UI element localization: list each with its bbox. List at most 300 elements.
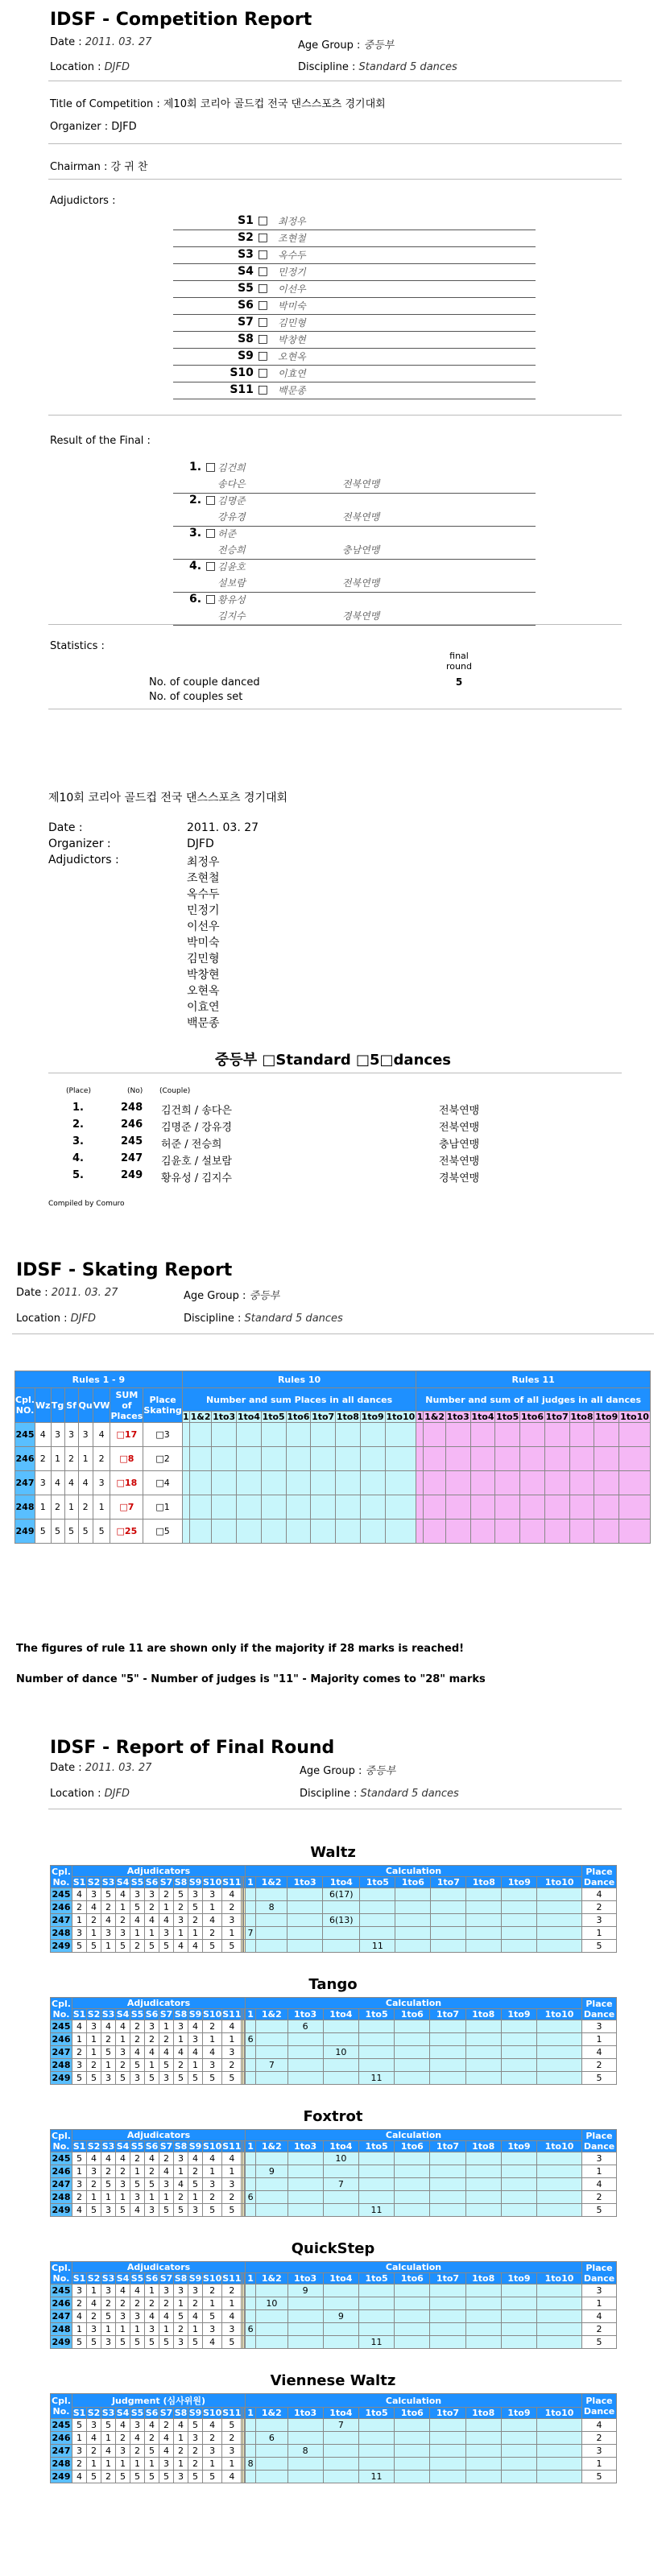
calc-cell	[466, 1914, 502, 1927]
judge-col-header: S4	[116, 2273, 130, 2284]
cpl-no: 247	[15, 1471, 35, 1495]
adjudicator-name: 박미숙	[278, 300, 306, 312]
adjudicator-id: S11 □	[230, 383, 268, 396]
judge-mark: 5	[222, 2419, 242, 2432]
calc-cell	[465, 2204, 501, 2217]
dance-row	[51, 2020, 617, 2033]
judge-col-header: S8	[174, 2273, 188, 2284]
calc-cell	[501, 2310, 536, 2323]
calc-cell	[466, 1940, 502, 1953]
range-col-header: 1&2	[190, 1412, 211, 1422]
calc-cell	[501, 2046, 536, 2059]
judge-col-header: S3	[101, 2273, 115, 2284]
calc-cell	[537, 1888, 582, 1901]
rule11-cell	[445, 1447, 470, 1471]
rule11-cell	[495, 1471, 520, 1495]
calc-col-header: 1to7	[430, 2408, 465, 2419]
adjudicators-header: Judgment (심사위원)	[72, 2394, 246, 2408]
dance-col-header: VW	[93, 1388, 110, 1423]
calc-cell	[358, 2152, 394, 2165]
rule11-cell	[424, 1447, 445, 1471]
calc-cell	[430, 2178, 465, 2191]
judge-mark: 4	[222, 1888, 242, 1901]
judge-col-header: S9	[188, 2009, 202, 2020]
calc-col-header: 1&2	[256, 2408, 287, 2419]
calc-cell	[246, 2152, 256, 2165]
rule10-cell	[311, 1423, 336, 1447]
calculation-header: Calculation	[246, 2394, 582, 2408]
judge-col-header: S9	[188, 2408, 202, 2418]
divider	[48, 624, 622, 625]
judge-mark: 1	[222, 1927, 242, 1940]
judge-mark: 3	[174, 2020, 188, 2033]
adjudicator-row	[173, 299, 536, 315]
judge-mark: 5	[101, 2046, 116, 2059]
rule11-cell	[470, 1447, 495, 1471]
judge-mark: 2	[222, 1901, 242, 1914]
judge-mark: 1	[145, 2284, 159, 2297]
place-dance: 3	[582, 2152, 617, 2165]
calc-cell	[537, 1927, 582, 1940]
result-follower: 전승희	[217, 544, 246, 556]
calc-cell	[431, 1901, 466, 1914]
summary-couple: 허준 / 전승희	[161, 1139, 222, 1151]
judge-mark: 3	[188, 2204, 203, 2217]
dance-place: 2	[51, 1495, 64, 1520]
judge-col-header: S11	[222, 2273, 242, 2284]
judge-mark: 2	[222, 2191, 242, 2204]
judge-mark: 3	[72, 2059, 87, 2072]
dance-row	[51, 2458, 617, 2471]
calc-cell	[358, 2059, 394, 2072]
calc-cell	[395, 2152, 430, 2165]
judge-mark: 1	[130, 1927, 145, 1940]
range-col-header: 1to4	[471, 1412, 494, 1422]
rule10-cell	[261, 1495, 286, 1520]
calc-col-header: 1to7	[430, 2141, 465, 2152]
summary-adjudicator-name: 오현옥	[187, 985, 220, 998]
rule11-cell	[544, 1447, 569, 1471]
calc-cell	[465, 2072, 501, 2085]
calc-cell	[256, 2072, 287, 2085]
result-row	[173, 461, 536, 494]
calc-cell: 11	[358, 2204, 394, 2217]
calc-cell	[431, 1914, 466, 1927]
calc-cell	[430, 2458, 465, 2471]
calc-cell	[323, 2284, 358, 2297]
judge-mark: 4	[130, 2204, 145, 2217]
dance-row	[51, 2419, 617, 2432]
calc-col-header: 1to4	[323, 1877, 360, 1888]
judge-mark: 2	[203, 2284, 222, 2297]
judge-col-header: S6	[145, 2408, 159, 2418]
place-skating: □4	[143, 1471, 182, 1495]
judge-mark: 5	[188, 2178, 203, 2191]
judge-mark: 2	[130, 2033, 145, 2046]
dance-subheader-row	[51, 2009, 617, 2020]
calc-cell	[395, 2033, 430, 2046]
judge-mark: 3	[222, 2178, 242, 2191]
judge-mark: 1	[159, 2020, 174, 2033]
judge-mark: 2	[145, 1901, 159, 1914]
calc-cell	[502, 1940, 537, 1953]
summary-adjudicator-name: 민정기	[187, 904, 220, 917]
judge-mark: 1	[222, 2458, 242, 2471]
cpl-no: 249	[51, 2471, 72, 2483]
adjudicator-name: 옥수두	[278, 250, 306, 261]
rule10-cell	[182, 1447, 189, 1471]
rule10-cell	[336, 1471, 361, 1495]
calc-cell	[465, 2191, 501, 2204]
summary-couple: 황유성 / 김지수	[161, 1172, 232, 1185]
rule11-cell	[619, 1423, 651, 1447]
calc-cell	[287, 2046, 323, 2059]
calc-cell	[501, 2471, 536, 2483]
summary-club: 충남연맹	[439, 1139, 480, 1151]
judge-mark: 1	[174, 2297, 188, 2310]
judge-mark: 3	[116, 2046, 130, 2059]
range-col-header: 1to4	[237, 1412, 260, 1422]
skating-row	[15, 1520, 651, 1544]
calc-cell	[466, 1888, 502, 1901]
range-col-header: 1to7	[312, 1412, 335, 1422]
dance-header-row	[51, 2262, 617, 2273]
calc-cell	[256, 2323, 287, 2336]
judge-mark: 4	[72, 2310, 87, 2323]
judge-mark: 2	[174, 2323, 188, 2336]
calc-cell	[358, 2458, 394, 2471]
rule10-cell	[286, 1423, 311, 1447]
calc-cell	[465, 2297, 501, 2310]
judge-mark: 3	[101, 2072, 116, 2085]
judge-mark: 1	[222, 2165, 242, 2178]
judge-mark: 4	[87, 1901, 101, 1914]
judge-mark: 4	[203, 2419, 222, 2432]
judge-mark: 2	[87, 2445, 101, 2458]
judge-mark: 2	[101, 2471, 116, 2483]
calc-cell	[501, 2432, 536, 2445]
calculation-header: Calculation	[246, 1998, 582, 2009]
dance-title: QuickStep	[291, 2240, 375, 2257]
result-follower: 송다은	[217, 478, 246, 490]
judge-mark: 1	[174, 2165, 188, 2178]
judge-mark: 2	[130, 2445, 145, 2458]
judge-mark: 1	[87, 1927, 101, 1940]
dance-row	[51, 2297, 617, 2310]
dance-place: 5	[35, 1520, 52, 1544]
calc-cell: 6	[287, 2020, 323, 2033]
judge-mark: 5	[87, 1940, 101, 1953]
judge-mark: 5	[203, 2072, 222, 2085]
calc-cell	[537, 2458, 582, 2471]
judge-mark: 5	[130, 2336, 145, 2349]
calculation-header: Calculation	[245, 1866, 581, 1877]
calc-cell: 11	[360, 1940, 395, 1953]
rule10-cell	[311, 1495, 336, 1520]
dance-row	[51, 2072, 617, 2085]
judge-mark: 4	[222, 2310, 242, 2323]
r11-sub-header: Number and sum of all judges in all dances	[416, 1388, 651, 1412]
adjudicators-label: Adjudictors :	[50, 195, 116, 207]
judge-mark: 4	[188, 2310, 203, 2323]
judge-mark: 5	[159, 2204, 174, 2217]
judge-mark: 2	[159, 2033, 174, 2046]
judge-mark: 2	[101, 2033, 116, 2046]
judge-mark: 4	[116, 2284, 130, 2297]
adjudicator-name: 오현옥	[278, 351, 306, 362]
calc-col-header: 1to8	[465, 2141, 501, 2152]
calc-cell	[501, 2191, 536, 2204]
calc-cell	[537, 2419, 582, 2432]
sum-of-places: □18	[110, 1471, 143, 1495]
calc-cell	[501, 2033, 536, 2046]
calc-cell	[287, 1940, 323, 1953]
rule10-cell	[189, 1471, 211, 1495]
calc-cell	[287, 2072, 323, 2085]
judge-mark: 5	[174, 1888, 188, 1901]
calc-col-header: 1to3	[287, 1877, 323, 1888]
cpl-no: 248	[51, 2191, 72, 2204]
judge-mark: 2	[116, 2432, 130, 2445]
calc-cell	[501, 2458, 536, 2471]
judge-mark: 2	[159, 2419, 174, 2432]
dance-place: 4	[51, 1471, 64, 1495]
judge-mark: 1	[101, 1940, 116, 1953]
rule11-cell	[495, 1495, 520, 1520]
calc-cell	[287, 2059, 323, 2072]
rule11-cell	[495, 1423, 520, 1447]
adjudicators-header: Adjudicators	[72, 1998, 246, 2009]
summary-adjudicator-name: 박미숙	[187, 937, 220, 949]
calc-cell	[287, 2310, 323, 2323]
rule10-cell	[336, 1423, 361, 1447]
chairman: Chairman : 강 귀 찬	[50, 161, 148, 173]
calc-cell	[395, 2336, 430, 2349]
judge-mark: 5	[159, 1940, 174, 1953]
judge-mark: 3	[174, 2152, 188, 2165]
place-dance: 4	[582, 1888, 617, 1901]
calc-cell	[501, 2152, 536, 2165]
judge-mark: 3	[130, 2310, 145, 2323]
date-row: Date : 2011. 03. 27	[50, 36, 152, 48]
calc-cell	[256, 2419, 287, 2432]
place-dance-header: Place Dance	[582, 2130, 617, 2152]
col-couple: (Couple)	[159, 1087, 191, 1095]
judge-mark: 4	[222, 2020, 242, 2033]
cpl-no: 246	[51, 2165, 72, 2178]
judge-mark: 5	[222, 1940, 242, 1953]
calc-cell: 6	[256, 2432, 287, 2445]
calc-col-header: 1	[246, 2009, 256, 2020]
judge-mark: 2	[87, 1914, 101, 1927]
adjudicator-row	[173, 366, 536, 382]
judge-col-header: S9	[188, 2273, 202, 2284]
calc-col-header: 1to3	[287, 2408, 323, 2419]
calc-cell	[430, 2323, 465, 2336]
result-club: 충남연맹	[342, 544, 380, 556]
calc-cell: 9	[256, 2165, 287, 2178]
judge-mark: 4	[145, 2046, 159, 2059]
calc-col-header: 1to5	[358, 2009, 394, 2020]
judge-mark: 3	[116, 2310, 130, 2323]
calc-cell	[537, 2471, 582, 2483]
calc-cell: 7	[256, 2059, 287, 2072]
calc-col-header: 1&2	[256, 2273, 287, 2284]
place-dance: 2	[582, 2059, 617, 2072]
cpl-no: 246	[51, 2297, 72, 2310]
calc-cell	[395, 1901, 431, 1914]
summary-adjudicator-name: 조현철	[187, 872, 220, 885]
calc-cell	[502, 1901, 537, 1914]
calc-col-header: 1to6	[395, 2009, 430, 2020]
rules19-header: Rules 1 - 9	[15, 1371, 183, 1388]
judge-mark: 4	[174, 1940, 188, 1953]
judge-mark: 2	[203, 1927, 222, 1940]
calc-col-header: 1to4	[323, 2408, 358, 2419]
dance-table	[50, 2129, 617, 2217]
result-leader: 김명준	[217, 495, 246, 507]
rule11-cell	[416, 1495, 424, 1520]
calc-col-header: 1to6	[395, 1877, 431, 1888]
judge-mark: 1	[145, 1927, 159, 1940]
result-club: 전북연맹	[342, 478, 380, 490]
judge-mark: 1	[188, 1927, 203, 1940]
dance-row	[51, 1888, 617, 1901]
summary-couple: 김윤호 / 설보람	[161, 1156, 232, 1168]
adjudicator-id: S3 □	[238, 248, 268, 261]
judge-mark: 4	[159, 2165, 174, 2178]
dance-place: 1	[64, 1495, 78, 1520]
dance-subheader-row	[51, 2408, 617, 2419]
judge-mark: 3	[101, 1927, 116, 1940]
dance-place: 2	[93, 1447, 110, 1471]
judge-mark: 4	[116, 2020, 130, 2033]
judge-col-header: S6	[145, 2273, 159, 2284]
judge-mark: 5	[222, 2336, 242, 2349]
judge-mark: 2	[72, 2458, 87, 2471]
calc-cell	[537, 2432, 582, 2445]
title-of-competition: Title of Competition : 제10회 코리아 골드컵 전국 댄스스포츠 경기대회	[50, 98, 386, 110]
cpl-no: 248	[15, 1495, 35, 1520]
judge-col-header: S7	[159, 2273, 173, 2284]
calc-cell	[465, 2432, 501, 2445]
judge-col-header: S3	[101, 2408, 115, 2418]
rule11-cell	[416, 1471, 424, 1495]
rule10-cell	[237, 1495, 262, 1520]
judge-mark: 5	[87, 2336, 101, 2349]
dance-place: 3	[93, 1471, 110, 1495]
calc-cell	[358, 2165, 394, 2178]
rule10-cell	[360, 1495, 385, 1520]
judge-col-header: S6	[145, 1877, 159, 1888]
col-place: (Place)	[66, 1087, 91, 1095]
calc-cell	[502, 1914, 537, 1927]
dance-header-row	[51, 2130, 617, 2141]
judge-mark: 2	[174, 2191, 188, 2204]
dance-row	[51, 2178, 617, 2191]
calc-col-header: 1	[245, 1877, 255, 1888]
statistics-label: Statistics :	[50, 640, 105, 652]
judge-mark: 3	[87, 2165, 101, 2178]
calc-cell	[501, 2419, 536, 2432]
judge-col-header: S7	[159, 1877, 173, 1888]
calc-col-header: 1to5	[358, 2408, 394, 2419]
sum-of-places: □7	[110, 1495, 143, 1520]
rule10-cell	[360, 1447, 385, 1471]
place-dance: 4	[582, 2419, 617, 2432]
judge-mark: 2	[101, 2165, 116, 2178]
calc-cell	[256, 2284, 287, 2297]
calc-cell	[360, 1927, 395, 1940]
calc-cell: 11	[358, 2072, 394, 2085]
judge-mark: 2	[159, 1888, 174, 1901]
result-label: Result of the Final :	[50, 435, 151, 447]
judge-col-header: S3	[101, 2141, 115, 2152]
judge-mark: 2	[130, 2297, 145, 2310]
judge-col-header: S10	[203, 2408, 222, 2418]
calc-cell	[465, 2046, 501, 2059]
location-row: Location : DJFD	[50, 61, 130, 73]
calc-cell	[287, 1888, 323, 1901]
dance-row	[51, 1914, 617, 1927]
calc-cell	[395, 2046, 430, 2059]
couples-danced-label: No. of couple danced	[149, 676, 260, 688]
dance-row	[51, 2059, 617, 2072]
fr-location-row: Location : DJFD	[50, 1788, 130, 1800]
calc-cell	[323, 2020, 358, 2033]
judge-col-header: S9	[188, 2141, 202, 2152]
judge-mark: 1	[72, 2033, 87, 2046]
calc-cell	[430, 2471, 465, 2483]
calc-cell	[430, 2336, 465, 2349]
dance-row	[51, 2310, 617, 2323]
calc-col-header: 1to10	[537, 2141, 582, 2152]
judge-col-header: S1	[72, 2273, 86, 2284]
summary-organizer-label: Organizer :	[48, 837, 111, 850]
adjudicators-header: Adjudicators	[72, 2130, 246, 2141]
result-row	[173, 494, 536, 527]
judge-mark: 3	[188, 2284, 203, 2297]
calc-cell	[256, 1927, 287, 1940]
calc-cell	[430, 2204, 465, 2217]
calc-cell	[501, 2297, 536, 2310]
calc-cell	[430, 2284, 465, 2297]
calc-cell	[256, 2191, 287, 2204]
calc-cell	[395, 2191, 430, 2204]
range-col-header: 1to7	[545, 1412, 569, 1422]
judge-mark: 1	[101, 2191, 116, 2204]
place-dance: 5	[582, 2204, 617, 2217]
calc-cell	[395, 2471, 430, 2483]
rule11-cell	[416, 1520, 424, 1544]
calc-cell	[256, 1888, 287, 1901]
calc-cell	[537, 2284, 582, 2297]
calc-cell	[323, 2059, 358, 2072]
judge-mark: 1	[174, 2432, 188, 2445]
judge-mark: 5	[116, 2336, 130, 2349]
rule11-cell	[619, 1471, 651, 1495]
judge-mark: 5	[130, 1901, 145, 1914]
calc-cell	[465, 2165, 501, 2178]
calc-cell	[395, 2310, 430, 2323]
calc-cell	[287, 1901, 323, 1914]
judge-mark: 1	[116, 2033, 130, 2046]
dance-place: 3	[78, 1423, 93, 1447]
judge-col-header: S7	[159, 2141, 173, 2152]
rule10-cell	[261, 1423, 286, 1447]
judge-mark: 5	[72, 1940, 87, 1953]
calc-cell	[246, 2432, 256, 2445]
